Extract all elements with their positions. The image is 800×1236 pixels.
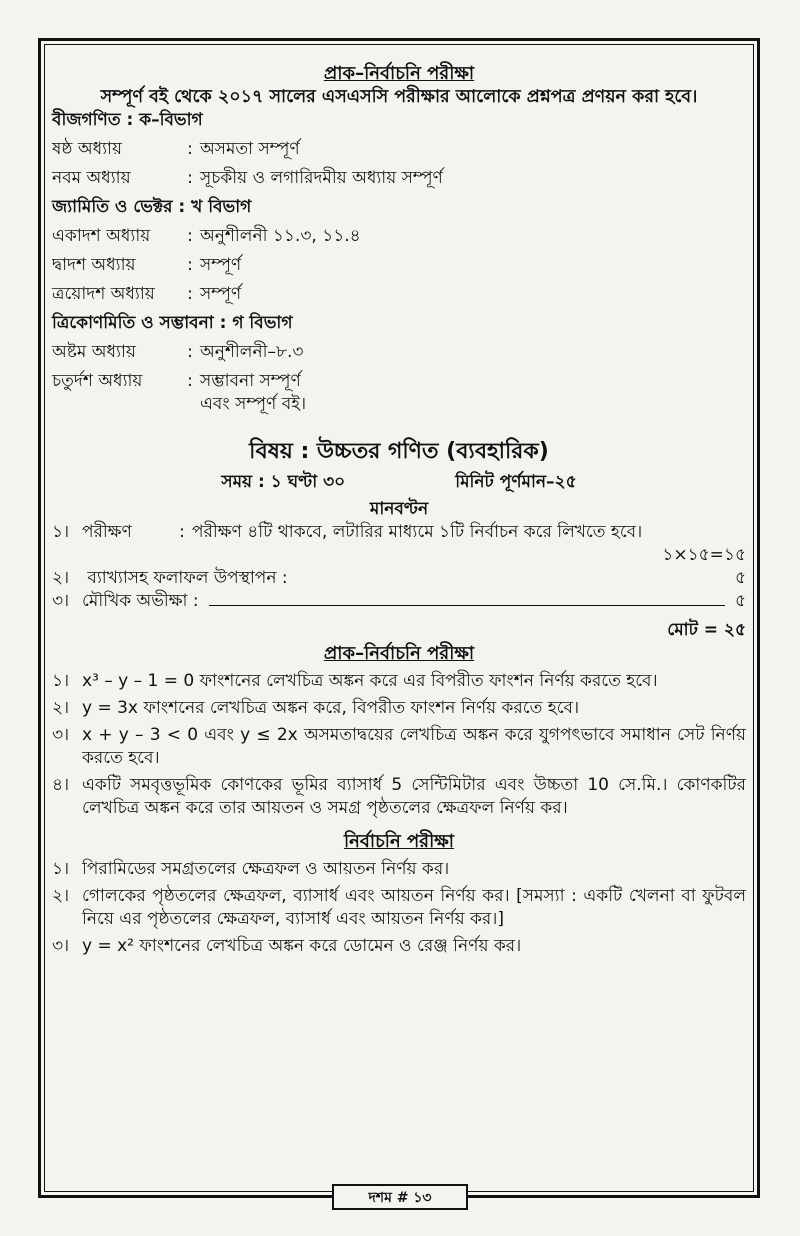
question-text: গোলকের পৃষ্ঠতলের ক্ষেত্রফল, ব্যাসার্ধ এবং আয়তন নির্ণয় কর। [সমস্যা : একটি খেলনা বা ফুটবল নিয়ে এর পৃষ্ঠতলের ক্ষেত্রফল, ব্যাসার্ধ এবং আয়তন নির্ণয় কর।] [82, 886, 746, 929]
subject-title: বিষয় : উচ্চতর গণিত (ব্যবহারিক) [249, 439, 549, 464]
question-number: ৩। [52, 936, 70, 956]
chapter-colon: : [187, 371, 193, 391]
test-questions [52, 858, 746, 958]
question-text: একটি সমবৃত্তভূমিক কোণকের ভূমির ব্যাসার্ধ 5 সেন্টিমিটার এবং উচ্চতা 10 সে.মি.। কোণকটির লেখচিত্র অঙ্কন করে তার আয়তন ও সমগ্র পৃষ্ঠতলের ক্ষেত্রফল নির্ণয় কর। [82, 775, 746, 818]
question-number: ১। [52, 859, 70, 879]
question-item [52, 670, 746, 693]
chapter-row [52, 225, 746, 248]
group-heading: জ্যামিতি ও ভেক্টর : খ বিভাগ [52, 197, 252, 217]
item-score: ৫ [734, 568, 746, 588]
pretest-title-wrap [52, 642, 746, 666]
group-heading: ত্রিকোণমিতি ও সম্ভাবনা : গ বিভাগ [52, 313, 293, 333]
chapter-colon: : [187, 168, 193, 188]
item-colon: : [179, 522, 185, 542]
chapter-label: ত্রয়োদশ অধ্যায় [52, 284, 155, 304]
distribution-heading: মানবণ্টন [369, 499, 429, 519]
extra-note: এবং সম্পূর্ণ বই। [200, 394, 307, 414]
test-title: নির্বাচনি পরীক্ষা [343, 831, 455, 852]
chapter-colon: : [187, 342, 193, 362]
item-label: ব্যাখ্যাসহ ফলাফল উপস্থাপন : [87, 568, 288, 588]
section1-intro: সম্পূর্ণ বই থেকে ২০১৭ সালের এসএসসি পরীক্ষার আলোকে প্রশ্নপত্র প্রণয়ন করা হবে। [100, 87, 698, 107]
item-number: ১। [52, 522, 70, 542]
chapter-label: চতুর্দশ অধ্যায় [52, 371, 143, 391]
distribution-list [52, 521, 746, 613]
chapter-content: সম্ভাবনা সম্পূর্ণ [200, 371, 301, 391]
chapter-row [52, 283, 746, 306]
distribution-item [52, 521, 746, 544]
chapter-content: অনুশীলনী–৮.৩ [200, 342, 304, 362]
section1-title: প্রাক–নির্বাচনি পরীক্ষা [323, 63, 475, 84]
full-marks: মিনিট পূর্ণমান–২৫ [455, 472, 577, 492]
question-text: পিরামিডের সমগ্রতলের ক্ষেত্রফল ও আয়তন নির্ণয় কর। [82, 859, 450, 879]
question-number: ১। [52, 671, 70, 691]
item-number: ২। [52, 568, 70, 588]
question-text: x³ – y – 1 = 0 ফাংশনের লেখচিত্র অঙ্কন করে এর বিপরীত ফাংশন নির্ণয় করতে হবে। [82, 671, 658, 691]
group-geometry [52, 196, 746, 306]
group-heading: বীজগণিত : ক–বিভাগ [52, 110, 203, 130]
question-number: ৩। [52, 725, 70, 745]
chapter-content: অনুশীলনী ১১.৩, ১১.৪ [200, 226, 361, 246]
question-item [52, 858, 746, 881]
chapter-label: একাদশ অধ্যায় [52, 226, 151, 246]
chapter-label: দ্বাদশ অধ্যায় [52, 255, 136, 275]
chapter-row-extra [52, 393, 746, 416]
chapter-content: অসমতা সম্পূর্ণ [200, 139, 300, 159]
total-marks: মোট = ২৫ [667, 620, 746, 640]
chapter-content: সম্পূর্ণ [200, 255, 242, 275]
chapter-row [52, 138, 746, 161]
chapter-label: ষষ্ঠ অধ্যায় [52, 139, 122, 159]
question-number: ২। [52, 886, 70, 906]
item-text: পরীক্ষণ ৪টি থাকবে, লটারির মাধ্যমে ১টি নির্বাচন করে লিখতে হবে। [192, 522, 643, 542]
question-number: ৪। [52, 775, 70, 795]
question-item [52, 697, 746, 720]
question-item [52, 935, 746, 958]
distribution-item [52, 590, 746, 613]
item-label: মৌখিক অভীক্ষা : [82, 591, 199, 611]
chapter-colon: : [187, 139, 193, 159]
chapter-colon: : [187, 226, 193, 246]
distribution-item [52, 567, 746, 590]
question-text: y = x² ফাংশনের লেখচিত্র অঙ্কন করে ডোমেন ও রেঞ্জ নির্ণয় কর। [82, 936, 522, 956]
question-item [52, 885, 746, 931]
question-item [52, 724, 746, 770]
chapter-content: সূচকীয় ও লগারিদমীয় অধ্যায় সম্পূর্ণ [200, 168, 443, 188]
item-label: পরীক্ষণ [82, 522, 132, 542]
chapter-label: অষ্টম অধ্যায় [52, 342, 136, 362]
test-title-wrap [52, 830, 746, 854]
fill-line [209, 591, 725, 606]
document-content [52, 62, 746, 958]
question-text: x + y – 3 < 0 এবং y ≤ 2x অসমতাদ্বয়ের লেখচিত্র অঙ্কন করে যুগপৎভাবে সমাধান সেট নির্ণয় করতে হবে। [82, 725, 746, 768]
item-number: ৩। [52, 591, 70, 611]
chapter-colon: : [187, 255, 193, 275]
chapter-row [52, 341, 746, 364]
exam-time: সময় : ১ ঘণ্টা ৩০ [221, 472, 346, 492]
chapter-row [52, 167, 746, 190]
question-text: y = 3x ফাংশনের লেখচিত্র অঙ্কন করে, বিপরীত ফাংশন নির্ণয় করতে হবে। [82, 698, 580, 718]
chapter-colon: : [187, 284, 193, 304]
question-number: ২। [52, 698, 70, 718]
page-footer-label: দশম # ১৩ [332, 1184, 468, 1210]
distribution-score-row [52, 544, 746, 567]
item-score: ৫ [734, 591, 746, 611]
pretest-title: প্রাক–নির্বাচনি পরীক্ষা [323, 643, 475, 664]
chapter-label: নবম অধ্যায় [52, 168, 131, 188]
question-item [52, 774, 746, 820]
group-algebra [52, 109, 746, 190]
pretest-questions [52, 670, 746, 820]
chapter-row [52, 370, 746, 393]
chapter-content: সম্পূর্ণ [200, 284, 242, 304]
item-score: ১×১৫=১৫ [662, 545, 746, 565]
group-trigonometry [52, 312, 746, 416]
chapter-row [52, 254, 746, 277]
section1-title-wrap [52, 62, 746, 86]
time-marks-line [52, 471, 746, 494]
